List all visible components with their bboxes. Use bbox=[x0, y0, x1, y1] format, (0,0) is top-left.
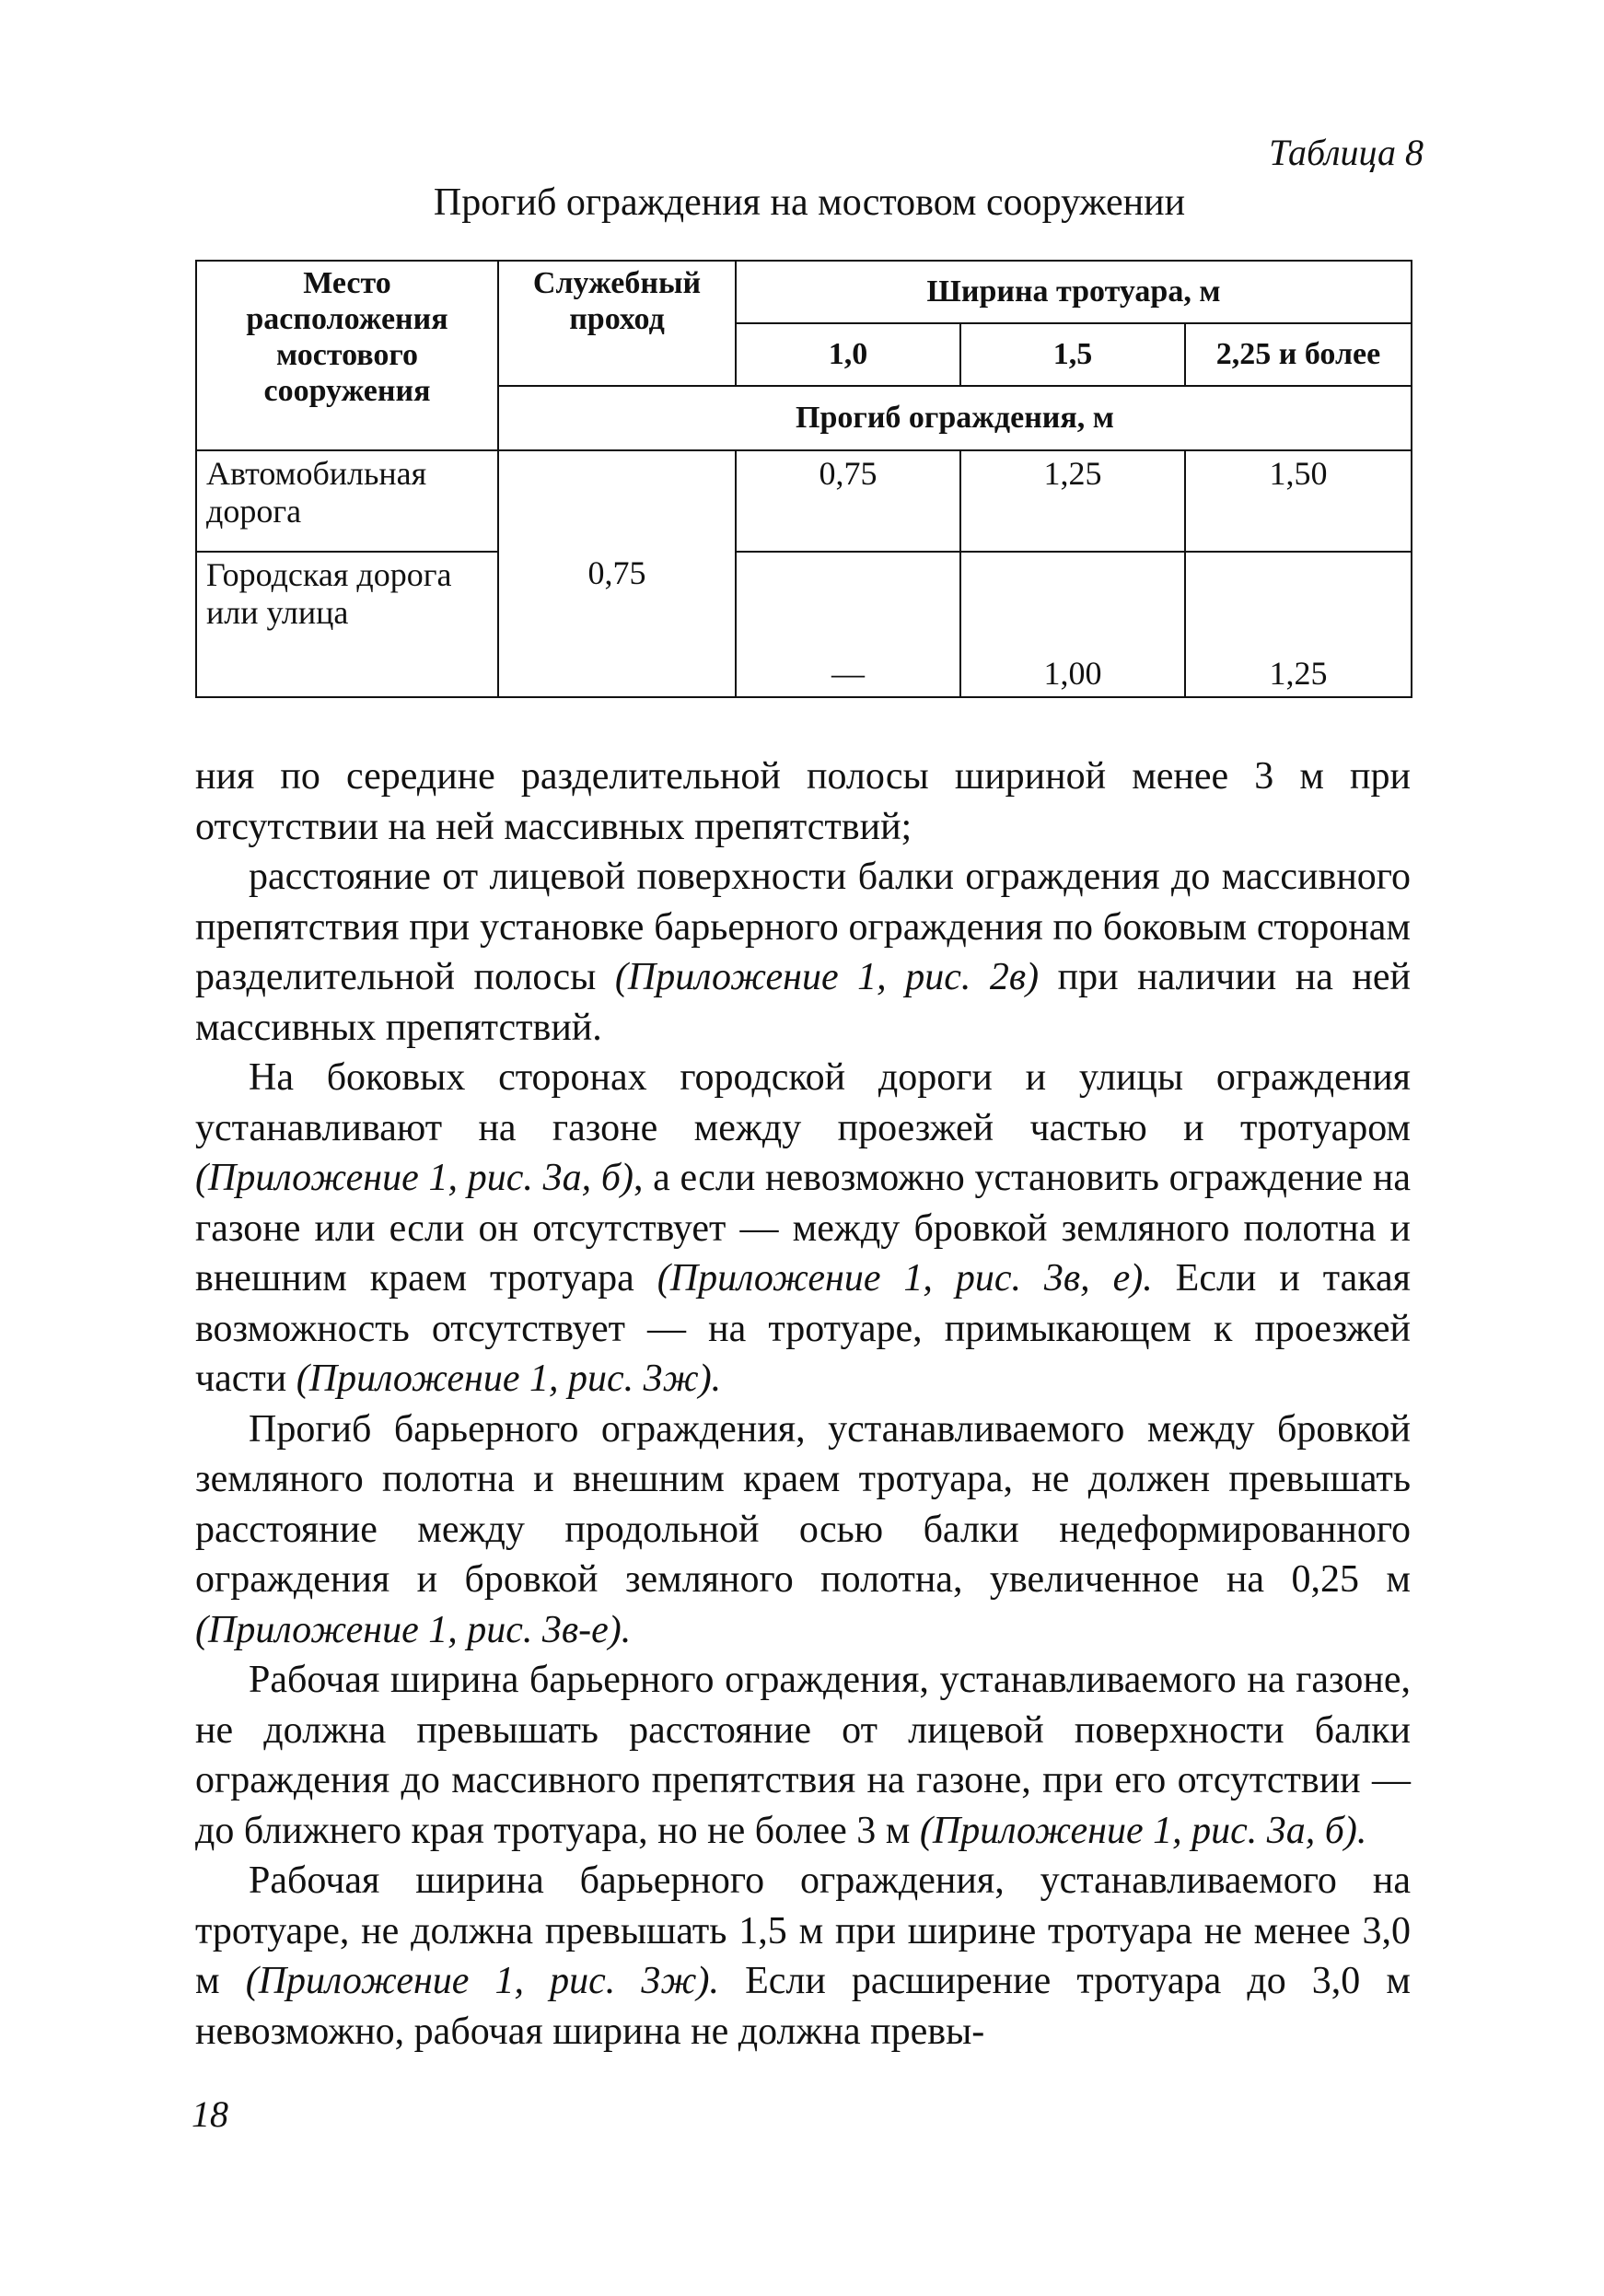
paragraph-text: Если расширение тротуара до 3,0 м невозможно, рабочая ширина не должна превы- bbox=[195, 1960, 1411, 2053]
header-sidewalk-width: Ширина тротуара, м bbox=[736, 261, 1412, 323]
paragraph-text: ния по середине разделительной полосы шириной менее 3 м при отсутствии на ней массивных препятствий; bbox=[195, 755, 1411, 848]
reference-text: (Приложение 1, рис. 3ж). bbox=[296, 1358, 722, 1400]
paragraph-text: при наличии на ней массивных препятствий. bbox=[195, 956, 1411, 1049]
paragraph-text: Рабочая ширина барьерного ограждения, устанавливаемого на газоне, не должна превышать расстояние от лицевой поверхности балки ограждения до массивного препятствия на газоне, при его отсутствии — до ближнего края тротуара, но не более 3 м bbox=[195, 1659, 1411, 1852]
table-cell: 1,00 bbox=[960, 552, 1185, 697]
header-width-1: 1,0 bbox=[736, 323, 960, 386]
body-text bbox=[195, 752, 1411, 2057]
paragraph bbox=[195, 852, 1411, 1053]
paragraph-text: Рабочая ширина барьерного ограждения, устанавливаемого на тротуаре, не должна превышать 1,5 м при ширине тротуара не менее 3,0 м bbox=[195, 1859, 1411, 2002]
reference-text: (Приложение 1, рис. 3в-е). bbox=[195, 1608, 632, 1651]
header-width-2: 1,5 bbox=[960, 323, 1185, 386]
reference-text: (Приложение 1, рис. 3а, б). bbox=[919, 1809, 1367, 1852]
reference-text: (Приложение 1, рис. 2в) bbox=[614, 956, 1040, 998]
paragraph bbox=[195, 1404, 1411, 1656]
table-cell: 1,50 bbox=[1185, 450, 1412, 552]
paragraph bbox=[195, 1856, 1411, 2057]
header-deflection: Прогиб ограждения, м bbox=[498, 386, 1412, 450]
table-cell: — bbox=[736, 552, 960, 697]
paragraph-text: Если и такая возможность отсутствует — на тротуаре, примыкающем к проезжей части bbox=[195, 1257, 1411, 1400]
deflection-table bbox=[195, 260, 1412, 698]
table-cell: 0,75 bbox=[736, 450, 960, 552]
table-cell: 1,25 bbox=[960, 450, 1185, 552]
paragraph-text: На боковых сторонах городской дороги и улицы ограждения устанавливают на газоне между проезжей частью и тротуаром bbox=[195, 1056, 1411, 1149]
header-location: Место расположения мостового сооружения bbox=[196, 261, 498, 450]
paragraph bbox=[195, 1053, 1411, 1404]
table-label: Таблица 8 bbox=[1269, 132, 1424, 173]
row-place-highway: Автомобильная дорога bbox=[196, 450, 498, 552]
service-passage-value: 0,75 bbox=[498, 450, 736, 697]
paragraph-text: Прогиб барьерного ограждения, устанавливаемого между бровкой земляного полотна и внешним краем тротуара, не должен превышать расстояние между продольной осью балки недеформированного ограждения и бровкой земляного полотна, увеличенное на 0,25 м bbox=[195, 1407, 1411, 1601]
paragraph-text: расстояние от лицевой поверхности балки ограждения до массивного препятствия при установке барьерного ограждения по боковым сторонам разделительной полосы bbox=[195, 856, 1411, 998]
table-cell: 1,25 bbox=[1185, 552, 1412, 697]
paragraph-text: , а если невозможно установить ограждение на газоне или если он отсутствует — между бровкой земляного полотна и внешним краем тротуара bbox=[195, 1157, 1411, 1300]
reference-text: (Приложение 1, рис. 3а, б) bbox=[195, 1157, 633, 1199]
table-title: Прогиб ограждения на мостовом сооружении bbox=[433, 181, 1186, 224]
reference-text: (Приложение 1, рис. 3в, е). bbox=[657, 1257, 1153, 1300]
row-place-city-road: Городская дорога или улица bbox=[196, 552, 498, 697]
reference-text: (Приложение 1, рис. 3ж). bbox=[245, 1960, 719, 2002]
paragraph bbox=[195, 752, 1411, 852]
paragraph bbox=[195, 1655, 1411, 1856]
header-service-passage: Служебный проход bbox=[498, 261, 736, 386]
header-width-3: 2,25 и более bbox=[1185, 323, 1412, 386]
page-number: 18 bbox=[192, 2093, 228, 2135]
